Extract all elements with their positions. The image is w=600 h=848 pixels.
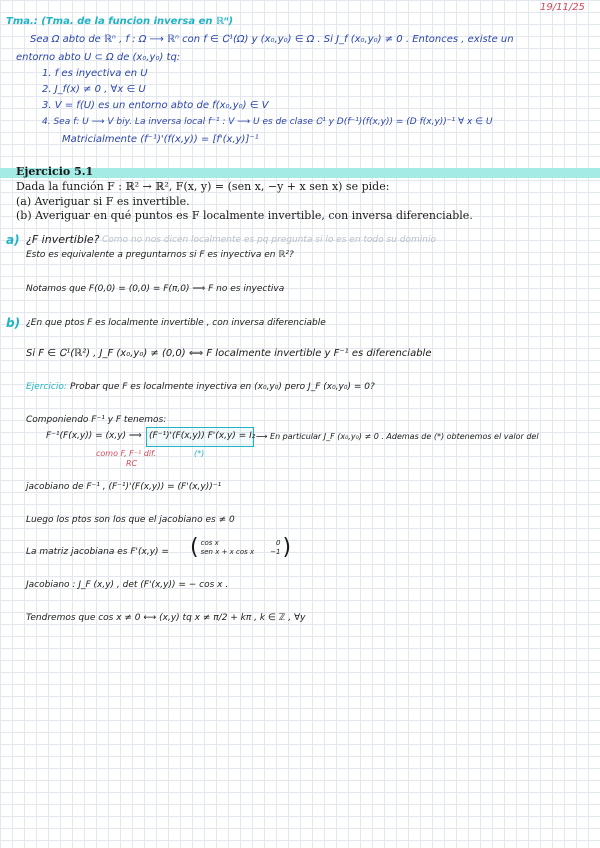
answer-a-question: ¿F invertible? bbox=[26, 233, 100, 246]
theorem-item-3: 3. V = f(U) es un entorno abto de f(x₀,y₀) ∈ V bbox=[42, 100, 269, 111]
compose-rhs: ⟶ En particular J_F (x₀,y₀) ≠ 0 . Ademas de (*) obtenemos el valor del bbox=[256, 432, 539, 441]
exercise-part-a: (a) Averiguar si F es invertible. bbox=[16, 195, 190, 208]
theorem-item-4: 4. Sea f: U ⟶ V biy. La inversa local f⁻¹ : V ⟶ U es de clase Ꮯ¹ y D(f⁻¹)(f(x,y)) = (D f(x,y))⁻¹ ∀ x ∈ U bbox=[42, 117, 493, 127]
note-red-2: RC bbox=[126, 459, 138, 468]
theorem-line-2: entorno abto U ⊂ Ω de (x₀,y₀) tq: bbox=[16, 52, 181, 63]
answer-b-question: ¿En que ptos F es localmente invertible , con inversa diferenciable bbox=[26, 318, 326, 328]
theorem-item-4-matrix: Matricialmente (f⁻¹)'(f(x,y)) = [f'(x,y)]⁻¹ bbox=[62, 134, 259, 145]
matrix-column-1 bbox=[201, 539, 255, 557]
compose-heading: Componiendo F⁻¹ y F tenemos: bbox=[26, 415, 167, 425]
theorem-item-2: 2. J_f(x) ≠ 0 , ∀x ∈ U bbox=[42, 84, 146, 95]
answer-a-line-2: Notamos que F(0,0) = (0,0) = F(π,0) ⟹ F no es inyectiva bbox=[26, 284, 285, 294]
answer-a-line-1: Esto es equivalente a preguntarnos si F es inyectiva en ℝ²? bbox=[26, 250, 294, 260]
theorem-item-1: 1. f es inyectiva en U bbox=[42, 68, 148, 79]
matrix-cell: 0 bbox=[276, 539, 281, 547]
theorem-title: Tma.: (Tma. de la funcion inversa en ℝⁿ) bbox=[6, 16, 234, 27]
note-red-1: como F, F⁻¹ dif. bbox=[96, 449, 157, 458]
line-tendremos: Tendremos que cos x ≠ 0 ⟷ (x,y) tq x ≠ π/2 + kπ , k ∈ ℤ , ∀y bbox=[26, 613, 306, 623]
matrix-column-2 bbox=[270, 539, 280, 557]
line-jacobiano: Jacobiano : J_F (x,y) , det (F'(x,y)) = − cos x . bbox=[26, 580, 229, 590]
theorem-line-1: Sea Ω abto de ℝⁿ , f : Ω ⟶ ℝⁿ con f ∈ Ꮯ¹(Ω) y (x₀,y₀) ∈ Ω . Si J_f (x₀,y₀) ≠ 0 . Entonces , existe un bbox=[30, 34, 514, 45]
jacobian-matrix bbox=[190, 537, 291, 559]
line-jacobian-inverse: jacobiano de F⁻¹ , (F⁻¹)'(F(x,y)) = (F'(x,y))⁻¹ bbox=[26, 482, 222, 492]
compose-box-text: (F⁻¹)'(F(x,y)) F'(x,y) = I₂ bbox=[149, 431, 256, 441]
exercise-heading: Ejercicio 5.1 bbox=[16, 165, 94, 178]
matrix-left-paren: ( bbox=[190, 535, 199, 560]
matrix-cell: cos x bbox=[200, 539, 219, 547]
answer-a-aside: Como no nos dicen localmente es pq pregunta si lo es en todo su dominio bbox=[102, 235, 436, 245]
exercise-intro: Dada la función F : ℝ² → ℝ², F(x, y) = (sen x, −y + x sen x) se pide: bbox=[16, 180, 390, 193]
exercise-part-b: (b) Averiguar en qué puntos es F localmente invertible, con inversa diferenciable. bbox=[16, 209, 473, 222]
compose-lhs: F⁻¹(F(x,y)) = (x,y) ⟹ bbox=[46, 431, 142, 441]
answer-b-exercise-label: Ejercicio: bbox=[26, 382, 67, 392]
matrix-cell: sen x + x cos x bbox=[200, 548, 255, 556]
answer-b-exercise-text: Probar que F es localmente inyectiva en (x₀,y₀) pero J_F (x₀,y₀) = 0? bbox=[70, 382, 375, 392]
answer-b-line-1: Si F ∈ Ꮯ¹(ℝ²) , J_F (x₀,y₀) ≠ (0,0) ⟺ F localmente invertible y F⁻¹ es diferenciable bbox=[26, 348, 432, 359]
line-luego: Luego los ptos son los que el jacobiano es ≠ 0 bbox=[26, 515, 235, 525]
line-matrix-label: La matriz jacobiana es F'(x,y) = bbox=[26, 547, 169, 557]
matrix-cell: −1 bbox=[270, 548, 281, 556]
matrix-right-paren: ) bbox=[282, 535, 292, 560]
star-mark: (*) bbox=[194, 449, 205, 458]
answer-b-label: b) bbox=[6, 316, 21, 330]
answer-a-label: a) bbox=[6, 233, 20, 247]
date-label: 19/11/25 bbox=[540, 2, 585, 13]
compose-box bbox=[146, 427, 254, 447]
